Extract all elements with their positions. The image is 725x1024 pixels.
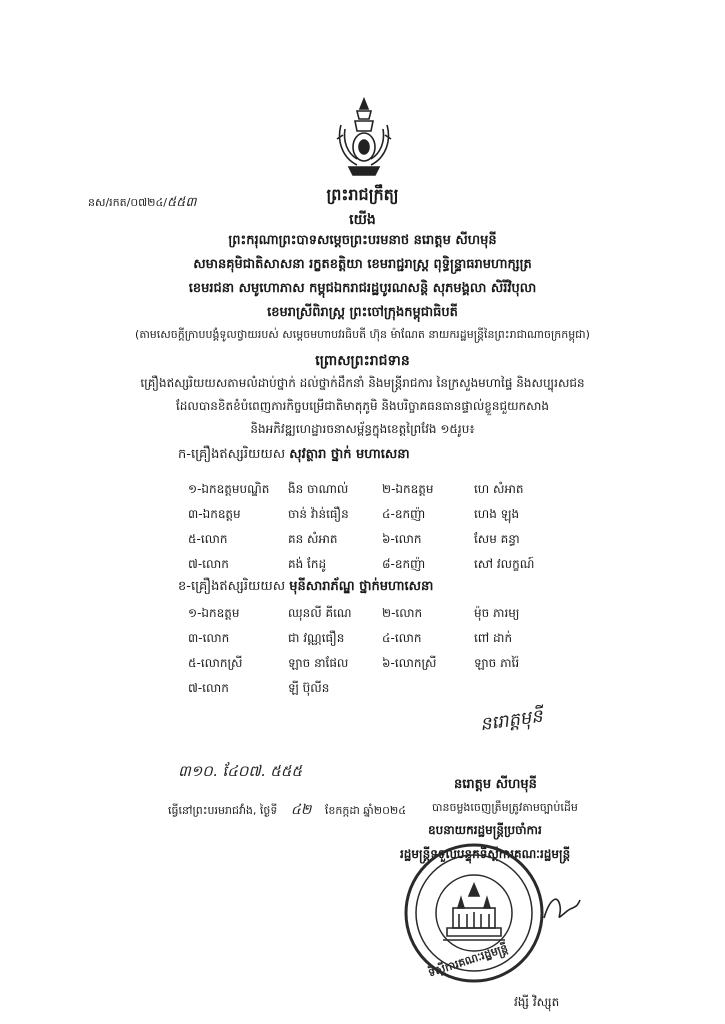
section-b-rank-6: ៦-លោកស្រី xyxy=(382,656,437,670)
section-a-name-1: ងិន ចាណាល់ xyxy=(288,482,349,496)
king-title-line-3: ខេមរជនា សមូហោភាស កម្ពុជឯករាជរដ្ឋបូរណសន្តិ សុភមង្គលា សិរីវិបុលា xyxy=(188,281,537,296)
king-title-line-2: សមានគុមិជាតិសាសនា រក្ខតខត្តិយា ខេមរាជ្ជរាស្ត្រ ពុទ្ធិន្ទ្រាធរាមហាក្សត្រ xyxy=(193,257,532,272)
date-suffix: ខែកក្កដា ឆ្នាំ២០២៤ xyxy=(324,804,406,817)
intro-line-1: គ្រឿងឥស្សរិយយសតាមលំដាប់ថ្នាក់ ដល់ថ្នាក់ដឹកនាំ និងមន្រ្តីរាជការ នៃក្រសួងមហាផ្ទៃ និងសប្បុរសជន xyxy=(140,376,585,390)
section-b-rank-4: ៤-លោក xyxy=(382,631,422,645)
section-a-name-4: ហេង ឡុង xyxy=(474,507,520,521)
section-a-medal: សុវត្ថារា ថ្នាក់ មហាសេនា xyxy=(289,447,410,462)
official-signature-scribble-icon xyxy=(540,888,584,928)
section-a-rank-5: ៥-លោក xyxy=(188,532,228,546)
section-b-name-2: ម៉ុច ភារម្យ xyxy=(474,606,520,620)
royal-coat-of-arms-icon xyxy=(333,95,395,179)
section-a-name-5: គន សំអាត xyxy=(288,532,338,546)
section-a-rank-1: ១-ឯកឧត្តមបណ្ឌិត xyxy=(188,482,270,496)
decree-date-line xyxy=(168,800,406,821)
section-b-heading xyxy=(178,578,433,597)
section-b-rank-2: ២-លោក xyxy=(382,606,423,620)
date-day-handwritten: ៤២ xyxy=(290,802,312,818)
section-b-medal: មុនីសារាភ័ណ្ឌ ថ្នាក់មហាសេនា xyxy=(289,579,434,594)
section-b-rank-5: ៥-លោកស្រី xyxy=(188,656,243,670)
section-b-name-5: ឡាច នាផែល xyxy=(288,656,349,670)
section-b-rank-3: ៣-លោក xyxy=(188,631,230,645)
section-b-rank-1: ១-ឯកឧត្តម xyxy=(188,606,240,620)
reference-number-handwritten: ៥៥៣ xyxy=(166,195,197,210)
king-title-line-1: ព្រះករុណាព្រះបាទសម្តេចព្រះបរមនាថ នរោត្តម សីហមុនី xyxy=(228,233,497,248)
section-b-name-6: ឡាច ភារ៉ៃ xyxy=(474,656,520,670)
official-title-1: ឧបនាយករដ្ឋមន្រ្តីប្រចាំការ xyxy=(428,823,542,837)
section-a-name-6: សែម គន្ធា xyxy=(474,532,520,546)
section-b-name-4: ពៅ ដាក់ xyxy=(474,631,513,645)
section-a-name-7: គង់ កែដូ xyxy=(288,557,327,571)
section-a-rank-7: ៧-លោក xyxy=(188,557,229,571)
reference-number-printed: នស/រកត/០៧២៤/ xyxy=(88,196,167,209)
section-a-name-8: សៅ វលក្ខណ៍ xyxy=(474,557,535,571)
section-b-name-7: ឡី ប៊ុលីន xyxy=(288,681,330,695)
section-b-name-1: ឈុនលី គីណេ xyxy=(288,606,352,620)
section-a-rank-2: ២-ឯកឧត្តម xyxy=(382,482,434,496)
date-prefix: ធ្វើនៅព្រះបរមរាជវាំង, ថ្ងៃទី xyxy=(168,804,278,817)
yoeung-heading: យើង xyxy=(349,212,376,228)
seal-text: ទីស្តីការគណៈរដ្ឋមន្រ្តី xyxy=(426,941,510,980)
section-b-name-3: ជា វណ្ណធឿន xyxy=(288,631,345,645)
section-b-prefix: ខ-គ្រឿងឥស្សរិយយស xyxy=(178,579,286,594)
section-a-rank-3: ៣-ឯកឧត្តម xyxy=(188,507,241,521)
document-title: ព្រះរាជក្រឹត្យ xyxy=(326,185,399,204)
countersign-note: បានចម្លងចេញត្រឹមត្រូវតាមច្បាប់ដើម xyxy=(432,801,578,814)
handwritten-record-date: ៣១០. ៤ែ០៧. ៥៥៥ xyxy=(178,762,303,780)
king-title-line-4: ខេមរាស្រីពិរាស្ត្រ ព្រះចៅក្រុងកម្ពុជាធិបតី xyxy=(267,305,458,320)
intro-line-2: ដែលបានខិតខំបំពេញភារកិច្ចបម្រើជាតិមាតុភូមិ និងបរិច្ចាគធនធានផ្ទាល់ខ្លួនជួយកសាង xyxy=(175,399,549,413)
section-a-rank-8: ៨-ឧកញ៉ា xyxy=(382,557,426,571)
section-a-heading xyxy=(178,446,410,465)
king-signature: នរោត្តមុនី xyxy=(478,705,544,736)
section-a-rank-6: ៦-លោក xyxy=(382,532,422,546)
king-name: នរោត្តម សីហមុនី xyxy=(454,777,537,792)
intro-line-3: និងអភិវឌ្ឍហេដ្ឋារចនាសម្ព័ន្ធក្នុងខេត្តព្រៃវែង ១៥រូប៖ xyxy=(250,422,475,436)
section-a-name-2: ហេ សំអាត xyxy=(474,482,524,496)
official-name: វង្សី វិស្សុត xyxy=(514,995,560,1009)
section-b-rank-7: ៧-លោក xyxy=(188,681,229,695)
decree-label: ព្រោសព្រះរាជទាន xyxy=(315,353,410,369)
official-title-2: រដ្ឋមន្រ្តីទទួលបន្ទុកទីស្តីការគណៈរដ្ឋមន្រ្តី xyxy=(400,847,571,861)
section-a-prefix: ក-គ្រឿងឥស្សរិយយស xyxy=(178,447,286,462)
proposal-note: (តាមសេចក្តីក្រាបបង្គំទូលថ្វាយរបស់ សម្តេចមហាបវរធិបតី ហ៊ុន ម៉ាណែត នាយករដ្ឋមន្រ្តីនៃព្រះរាជាណាចក្រកម្ពុជា) xyxy=(135,328,590,341)
section-a-rank-4: ៤-ឧកញ៉ា xyxy=(382,507,426,521)
section-a-name-3: ចាន់ វ៉ាន់ធឿន xyxy=(288,507,349,521)
